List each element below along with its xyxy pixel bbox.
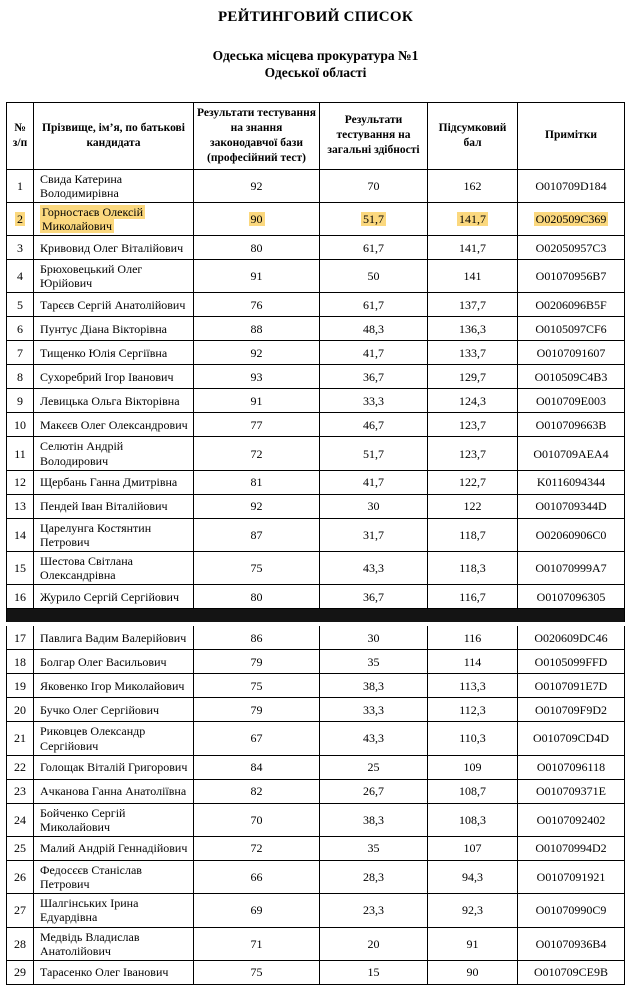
rank-cell: 10 — [7, 413, 34, 437]
name-cell: Яковенко Ігор Миколайович — [34, 674, 194, 698]
total-score-cell: 108,7 — [428, 779, 518, 803]
name-cell: Болгар Олег Васильович — [34, 650, 194, 674]
highlight-mark: 90 — [250, 211, 263, 226]
total-score-cell: 91 — [428, 927, 518, 960]
note-cell: O010709663B — [518, 413, 625, 437]
table-row — [7, 927, 625, 960]
highlight-mark: 2 — [17, 211, 23, 226]
rank-cell: 3 — [7, 236, 34, 260]
prof-test-score-cell: 77 — [194, 413, 320, 437]
rank-cell: 14 — [7, 518, 34, 551]
name-cell: Селютін Андрій Володирович — [34, 437, 194, 470]
subtitle-line-1: Одеська місцева прокуратура №1 — [212, 48, 419, 63]
general-ability-score-cell: 36,7 — [320, 585, 428, 609]
table-row — [7, 837, 625, 861]
table-row — [7, 624, 625, 650]
highlight-mark: Горностаєв Олексій Миколайович — [42, 204, 144, 233]
rank-cell: 27 — [7, 894, 34, 927]
name-cell: Макєєв Олег Олександрович — [34, 413, 194, 437]
prof-test-score-cell: 79 — [194, 698, 320, 722]
general-ability-score-cell: 48,3 — [320, 317, 428, 341]
total-score-cell: 118,3 — [428, 552, 518, 585]
total-score-cell: 112,3 — [428, 698, 518, 722]
rank-cell: 7 — [7, 341, 34, 365]
total-score-cell: 137,7 — [428, 293, 518, 317]
table-row — [7, 293, 625, 317]
table-row — [7, 861, 625, 894]
name-cell: Голощак Віталій Григорович — [34, 755, 194, 779]
table-row — [7, 494, 625, 518]
prof-test-score-cell: 86 — [194, 624, 320, 650]
table-row — [7, 317, 625, 341]
page-title: РЕЙТИНГОВИЙ СПИСОК — [217, 9, 414, 25]
total-score-cell: 141 — [428, 260, 518, 293]
column-header-notes: Примітки — [518, 102, 625, 169]
total-score-cell: 136,3 — [428, 317, 518, 341]
rank-cell: 9 — [7, 389, 34, 413]
note-cell: O01070994D2 — [518, 837, 625, 861]
note-cell: O0107096305 — [518, 585, 625, 609]
name-cell: Бойченко Сергій Миколайович — [34, 803, 194, 836]
total-score-cell: 123,7 — [428, 413, 518, 437]
general-ability-score-cell: 30 — [320, 624, 428, 650]
table-header — [7, 102, 625, 169]
prof-test-score-cell: 91 — [194, 389, 320, 413]
total-score-cell: 110,3 — [428, 722, 518, 755]
table-row — [7, 169, 625, 202]
prof-test-score-cell: 72 — [194, 837, 320, 861]
name-cell: Щербань Ганна Дмитрівна — [34, 470, 194, 494]
note-cell: K0116094344 — [518, 470, 625, 494]
highlight-mark: O020509C369 — [535, 211, 607, 226]
prof-test-score-cell: 92 — [194, 169, 320, 202]
note-cell: O010709CE9B — [518, 960, 625, 984]
note-cell: O0107092402 — [518, 803, 625, 836]
name-cell: Кривовид Олег Віталійович — [34, 236, 194, 260]
table-row — [7, 260, 625, 293]
prof-test-score-cell: 82 — [194, 779, 320, 803]
table-row — [7, 437, 625, 470]
prof-test-score-cell: 72 — [194, 437, 320, 470]
total-score-cell: 122,7 — [428, 470, 518, 494]
column-header-name: Прізвище, ім’я, по батькові кандидата — [34, 102, 194, 169]
name-cell: Брюховецький Олег Юрійович — [34, 260, 194, 293]
prof-test-score-cell: 79 — [194, 650, 320, 674]
prof-test-score-cell: 76 — [194, 293, 320, 317]
column-header-prof-test: Результати тестування на знання законодавчої бази (професійний тест) — [194, 102, 320, 169]
document-subtitle — [0, 48, 631, 82]
prof-test-score-cell: 92 — [194, 341, 320, 365]
name-cell: Пендей Іван Віталійович — [34, 494, 194, 518]
name-cell: Царелунга Костянтин Петрович — [34, 518, 194, 551]
name-cell: Левицька Ольга Вікторівна — [34, 389, 194, 413]
table-body — [7, 169, 625, 984]
general-ability-score-cell: 25 — [320, 755, 428, 779]
name-cell: Ачканова Ганна Анатоліївна — [34, 779, 194, 803]
note-cell: O0105099FFD — [518, 650, 625, 674]
total-score-cell: 133,7 — [428, 341, 518, 365]
rank-cell: 29 — [7, 960, 34, 984]
general-ability-score-cell: 33,3 — [320, 698, 428, 722]
table-row — [7, 755, 625, 779]
note-cell: O02060906C0 — [518, 518, 625, 551]
note-cell: O0206096B5F — [518, 293, 625, 317]
rank-cell: 6 — [7, 317, 34, 341]
table-row — [7, 960, 625, 984]
name-cell: Риковцев Олександр Сергійович — [34, 722, 194, 755]
note-cell: O0107091E7D — [518, 674, 625, 698]
redacted-row — [7, 609, 625, 625]
total-score-cell: 116 — [428, 624, 518, 650]
prof-test-score-cell: 87 — [194, 518, 320, 551]
total-score-cell: 124,3 — [428, 389, 518, 413]
total-score-cell: 123,7 — [428, 437, 518, 470]
total-score-cell: 162 — [428, 169, 518, 202]
table-row — [7, 803, 625, 836]
name-cell: Малий Андрій Геннадійович — [34, 837, 194, 861]
note-cell: O01070990C9 — [518, 894, 625, 927]
total-score-cell: 114 — [428, 650, 518, 674]
rank-cell: 4 — [7, 260, 34, 293]
total-score-cell: 116,7 — [428, 585, 518, 609]
subtitle-line-2: Одеської області — [264, 64, 367, 80]
note-cell — [518, 202, 625, 235]
rank-cell: 15 — [7, 552, 34, 585]
total-score-cell: 141,7 — [428, 236, 518, 260]
general-ability-score-cell: 35 — [320, 837, 428, 861]
note-cell: O010709AEA4 — [518, 437, 625, 470]
general-ability-score-cell: 33,3 — [320, 389, 428, 413]
name-cell: Шалгінських Ірина Едуардівна — [34, 894, 194, 927]
note-cell: O0107091921 — [518, 861, 625, 894]
general-ability-score-cell: 36,7 — [320, 365, 428, 389]
total-score-cell: 129,7 — [428, 365, 518, 389]
table-row — [7, 779, 625, 803]
note-cell: O010709371E — [518, 779, 625, 803]
rank-cell: 5 — [7, 293, 34, 317]
name-cell: Свида Катерина Володимирівна — [34, 169, 194, 202]
column-header-rank: № з/п — [7, 102, 34, 169]
note-cell: O020609DC46 — [518, 624, 625, 650]
total-score-cell: 92,3 — [428, 894, 518, 927]
name-cell: Тищенко Юлія Сергіївна — [34, 341, 194, 365]
note-cell: O0107096118 — [518, 755, 625, 779]
general-ability-score-cell: 61,7 — [320, 236, 428, 260]
general-ability-score-cell: 15 — [320, 960, 428, 984]
rank-cell: 22 — [7, 755, 34, 779]
general-ability-score-cell: 43,3 — [320, 552, 428, 585]
note-cell: O0105097CF6 — [518, 317, 625, 341]
total-score-cell: 90 — [428, 960, 518, 984]
table-row — [7, 389, 625, 413]
prof-test-score-cell: 75 — [194, 960, 320, 984]
rank-cell: 23 — [7, 779, 34, 803]
name-cell: Медвідь Владислав Анатолійович — [34, 927, 194, 960]
name-cell: Федосєєв Станіслав Петрович — [34, 861, 194, 894]
table-row — [7, 650, 625, 674]
name-cell — [34, 202, 194, 235]
general-ability-score-cell: 26,7 — [320, 779, 428, 803]
name-cell: Журило Сергій Сергійович — [34, 585, 194, 609]
total-score-cell: 94,3 — [428, 861, 518, 894]
note-cell: O010509C4B3 — [518, 365, 625, 389]
note-cell: O010709344D — [518, 494, 625, 518]
note-cell: O010709D184 — [518, 169, 625, 202]
highlight-mark: 141,7 — [459, 211, 486, 226]
prof-test-score-cell: 75 — [194, 674, 320, 698]
table-row — [7, 585, 625, 609]
prof-test-score-cell — [194, 202, 320, 235]
general-ability-score-cell: 50 — [320, 260, 428, 293]
name-cell: Тарєєв Сергій Анатолійович — [34, 293, 194, 317]
rank-cell: 13 — [7, 494, 34, 518]
rank-cell: 18 — [7, 650, 34, 674]
prof-test-score-cell: 69 — [194, 894, 320, 927]
rank-cell: 21 — [7, 722, 34, 755]
rating-table — [6, 102, 625, 985]
table-row — [7, 236, 625, 260]
note-cell: O01070956B7 — [518, 260, 625, 293]
rank-cell: 1 — [7, 169, 34, 202]
prof-test-score-cell: 88 — [194, 317, 320, 341]
table-row — [7, 894, 625, 927]
general-ability-score-cell: 38,3 — [320, 674, 428, 698]
table-row — [7, 470, 625, 494]
rank-cell: 19 — [7, 674, 34, 698]
note-cell: O010709E003 — [518, 389, 625, 413]
prof-test-score-cell: 93 — [194, 365, 320, 389]
table-row — [7, 552, 625, 585]
rank-cell: 8 — [7, 365, 34, 389]
general-ability-score-cell: 46,7 — [320, 413, 428, 437]
note-cell: O01070999A7 — [518, 552, 625, 585]
name-cell: Шестова Світлана Олександрівна — [34, 552, 194, 585]
table-row — [7, 202, 625, 235]
name-cell: Бучко Олег Сергійович — [34, 698, 194, 722]
prof-test-score-cell: 80 — [194, 585, 320, 609]
table-row — [7, 698, 625, 722]
note-cell: O0107091607 — [518, 341, 625, 365]
note-cell: O010709F9D2 — [518, 698, 625, 722]
table-header-row — [7, 102, 625, 169]
prof-test-score-cell: 67 — [194, 722, 320, 755]
total-score-cell: 118,7 — [428, 518, 518, 551]
highlight-mark: 51,7 — [363, 211, 384, 226]
rank-cell — [7, 202, 34, 235]
prof-test-score-cell: 91 — [194, 260, 320, 293]
rank-cell: 25 — [7, 837, 34, 861]
general-ability-score-cell: 23,3 — [320, 894, 428, 927]
prof-test-score-cell: 81 — [194, 470, 320, 494]
general-ability-score-cell: 31,7 — [320, 518, 428, 551]
general-ability-score-cell: 28,3 — [320, 861, 428, 894]
general-ability-score-cell: 70 — [320, 169, 428, 202]
general-ability-score-cell: 61,7 — [320, 293, 428, 317]
general-ability-score-cell: 41,7 — [320, 470, 428, 494]
general-ability-score-cell — [320, 202, 428, 235]
general-ability-score-cell: 20 — [320, 927, 428, 960]
table-row — [7, 365, 625, 389]
prof-test-score-cell: 71 — [194, 927, 320, 960]
note-cell: O010709CD4D — [518, 722, 625, 755]
prof-test-score-cell: 75 — [194, 552, 320, 585]
total-score-cell — [428, 202, 518, 235]
name-cell: Павлига Вадим Валерійович — [34, 624, 194, 650]
rank-cell: 28 — [7, 927, 34, 960]
prof-test-score-cell: 70 — [194, 803, 320, 836]
table-row — [7, 518, 625, 551]
name-cell: Пунтус Діана Вікторівна — [34, 317, 194, 341]
total-score-cell: 113,3 — [428, 674, 518, 698]
general-ability-score-cell: 38,3 — [320, 803, 428, 836]
total-score-cell: 122 — [428, 494, 518, 518]
table-row — [7, 413, 625, 437]
prof-test-score-cell: 84 — [194, 755, 320, 779]
redaction-bar — [7, 609, 625, 625]
rank-cell: 11 — [7, 437, 34, 470]
rank-cell: 17 — [7, 624, 34, 650]
rank-cell: 26 — [7, 861, 34, 894]
total-score-cell: 109 — [428, 755, 518, 779]
rank-cell: 24 — [7, 803, 34, 836]
general-ability-score-cell: 51,7 — [320, 437, 428, 470]
name-cell: Сухоребрий Ігор Іванович — [34, 365, 194, 389]
column-header-general-ability: Результати тестування на загальні здібності — [320, 102, 428, 169]
general-ability-score-cell: 41,7 — [320, 341, 428, 365]
note-cell: O01070936B4 — [518, 927, 625, 960]
rank-cell: 12 — [7, 470, 34, 494]
rank-cell: 20 — [7, 698, 34, 722]
name-cell: Тарасенко Олег Іванович — [34, 960, 194, 984]
general-ability-score-cell: 35 — [320, 650, 428, 674]
rank-cell: 16 — [7, 585, 34, 609]
total-score-cell: 108,3 — [428, 803, 518, 836]
general-ability-score-cell: 30 — [320, 494, 428, 518]
table-row — [7, 722, 625, 755]
prof-test-score-cell: 66 — [194, 861, 320, 894]
total-score-cell: 107 — [428, 837, 518, 861]
prof-test-score-cell: 92 — [194, 494, 320, 518]
general-ability-score-cell: 43,3 — [320, 722, 428, 755]
document-page — [0, 9, 631, 985]
table-row — [7, 341, 625, 365]
table-row — [7, 674, 625, 698]
note-cell: O02050957C3 — [518, 236, 625, 260]
column-header-total-score: Підсумковий бал — [428, 102, 518, 169]
prof-test-score-cell: 80 — [194, 236, 320, 260]
